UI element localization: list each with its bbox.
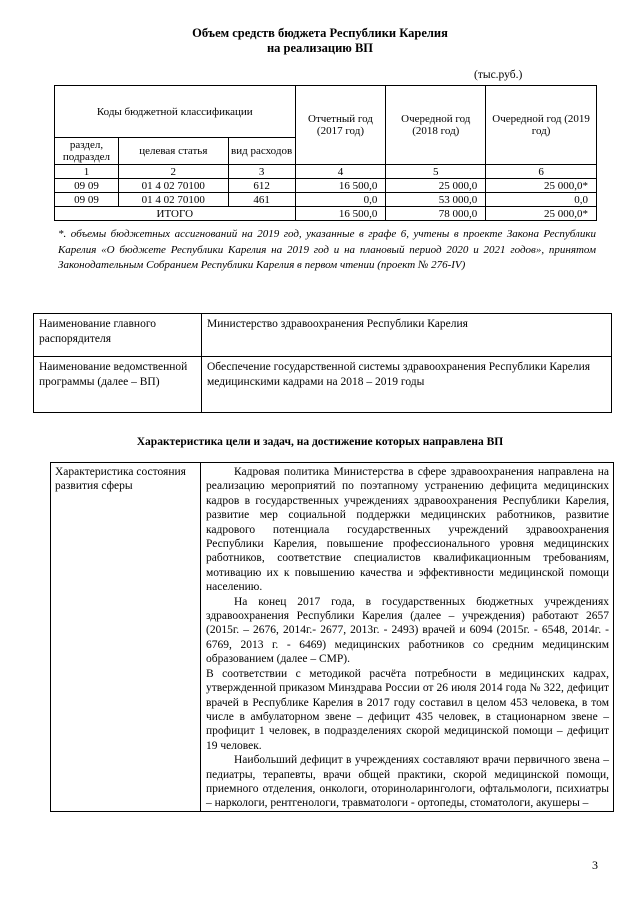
subheader-type: вид расходов xyxy=(228,138,295,165)
paragraph: На конец 2017 года, в государственных бюджетных учреждениях здравоохранения Республики Карелия (далее – учреждения) работают 2657 (2015г. – 2676, 2014г.- 2677, 2013г. - 2493) врачей и 6094 (2015г. - 6548, 2014г. - 6769, 2013 г. - 6469) медицинских работников со средним медицинским образованием (далее – СМР). xyxy=(206,595,609,666)
paragraph: В соответствии с методикой расчёта потребности в медицинских кадрах, утвержденной приказом Минздрава России от 26 июля 2014 года № 322, дефицит врачей в Республике Карелия в 2017 году составил в целом 453 человека, в том числе в амбулаторном звене – дефицит 435 человек, в стационарном звене – профицит 1 человек, в подразделениях скорой медицинской помощи – дефицит 19 человек. xyxy=(206,667,609,752)
table-row xyxy=(34,357,612,413)
header-next-year-2018: Очередной год (2018 год) xyxy=(386,86,486,165)
paragraph: Наибольший дефицит в учреждениях составляют врачи первичного звена – педиатры, терапевты, врачи общей практики, скорой медицинской помощи, приемного отделения, онкологи, оториноларингологи, офтальмологи, психиатры – наркологи, рентгенологи, травматологи - ортопеды, стоматологи, акушеры – xyxy=(206,754,609,810)
budget-table xyxy=(54,85,597,221)
total-label: ИТОГО xyxy=(55,207,296,221)
total-2017: 16 500,0 xyxy=(295,207,386,221)
col-number: 5 xyxy=(386,165,486,179)
header-reported-year: Отчетный год (2017 год) xyxy=(295,86,386,165)
page-number: 3 xyxy=(592,858,598,872)
cell-section: 09 09 xyxy=(55,193,119,207)
col-number: 4 xyxy=(295,165,386,179)
total-2019: 25 000,0* xyxy=(486,207,597,221)
paragraph: Кадровая политика Министерства в сфере здравоохранения направлена на реализацию мероприятий по поэтапному устранению дефицита медицинских кадров в государственных учреждениях здравоохранения Республики Карелия, развитие мер социальной поддержки медицинских работников, развитие кадрового потенциала государственных учреждений здравоохранения Республики Карелия, повышение профессионального уровня медицинских работников, соответствие специалистов квалификационным требованиям, мотивацию их к повышению качества и эффективности медицинской помощи населению. xyxy=(206,466,609,594)
currency-unit: (тыс.руб.) xyxy=(474,69,523,81)
header-next-year-2019: Очередной год (2019 год) xyxy=(486,86,597,165)
cell-2019: 25 000,0* xyxy=(486,179,597,193)
sphere-state-text xyxy=(201,463,614,812)
subheader-target: целевая статья xyxy=(118,138,228,165)
table-header-row xyxy=(55,86,597,138)
column-number-row xyxy=(55,165,597,179)
header-budget-codes: Коды бюджетной классификации xyxy=(55,86,296,138)
cell-type: 612 xyxy=(228,179,295,193)
goals-table xyxy=(50,462,614,812)
goals-title: Характеристика цели и задач, на достижение которых направлена ВП xyxy=(136,436,504,448)
col-number: 3 xyxy=(228,165,295,179)
label-chief-administrator: Наименование главного распорядителя xyxy=(34,314,202,357)
cell-type: 461 xyxy=(228,193,295,207)
table-row xyxy=(34,314,612,357)
cell-section: 09 09 xyxy=(55,179,119,193)
total-2018: 78 000,0 xyxy=(386,207,486,221)
program-info-table xyxy=(33,313,612,413)
table-row xyxy=(55,193,597,207)
cell-2018: 25 000,0 xyxy=(386,179,486,193)
total-row xyxy=(55,207,597,221)
budget-footnote: *. объемы бюджетных ассигнований на 2019 год, указанные в графе 6, учтены в проекте Закона Республики Карелия «О бюджете Республики Карелия на 2019 год и на плановый период 2020 и 2021 годов», принятом Законодательным Собранием Республики Карелия в первом чтении (проект № 276-IV) xyxy=(58,228,596,271)
col-number: 1 xyxy=(55,165,119,179)
cell-target: 01 4 02 70100 xyxy=(118,179,228,193)
cell-2019: 0,0 xyxy=(486,193,597,207)
cell-target: 01 4 02 70100 xyxy=(118,193,228,207)
cell-2017: 0,0 xyxy=(295,193,386,207)
cell-2018: 53 000,0 xyxy=(386,193,486,207)
budget-title xyxy=(0,26,640,56)
budget-title-line2: на реализацию ВП xyxy=(266,41,374,55)
cell-2017: 16 500,0 xyxy=(295,179,386,193)
value-chief-administrator: Министерство здравоохранения Республики Карелия xyxy=(202,314,612,357)
label-sphere-state: Характеристика состояния развития сферы xyxy=(51,463,201,812)
table-row xyxy=(51,463,614,812)
col-number: 6 xyxy=(486,165,597,179)
col-number: 2 xyxy=(118,165,228,179)
budget-title-line1: Объем средств бюджета Республики Карелия xyxy=(192,26,448,40)
subheader-section: раздел, подраздел xyxy=(55,138,119,165)
label-program-name: Наименование ведомственной программы (далее – ВП) xyxy=(34,357,202,413)
table-row xyxy=(55,179,597,193)
value-program-name: Обеспечение государственной системы здравоохранения Республики Карелия медицинскими кадрами на 2018 – 2019 годы xyxy=(202,357,612,413)
